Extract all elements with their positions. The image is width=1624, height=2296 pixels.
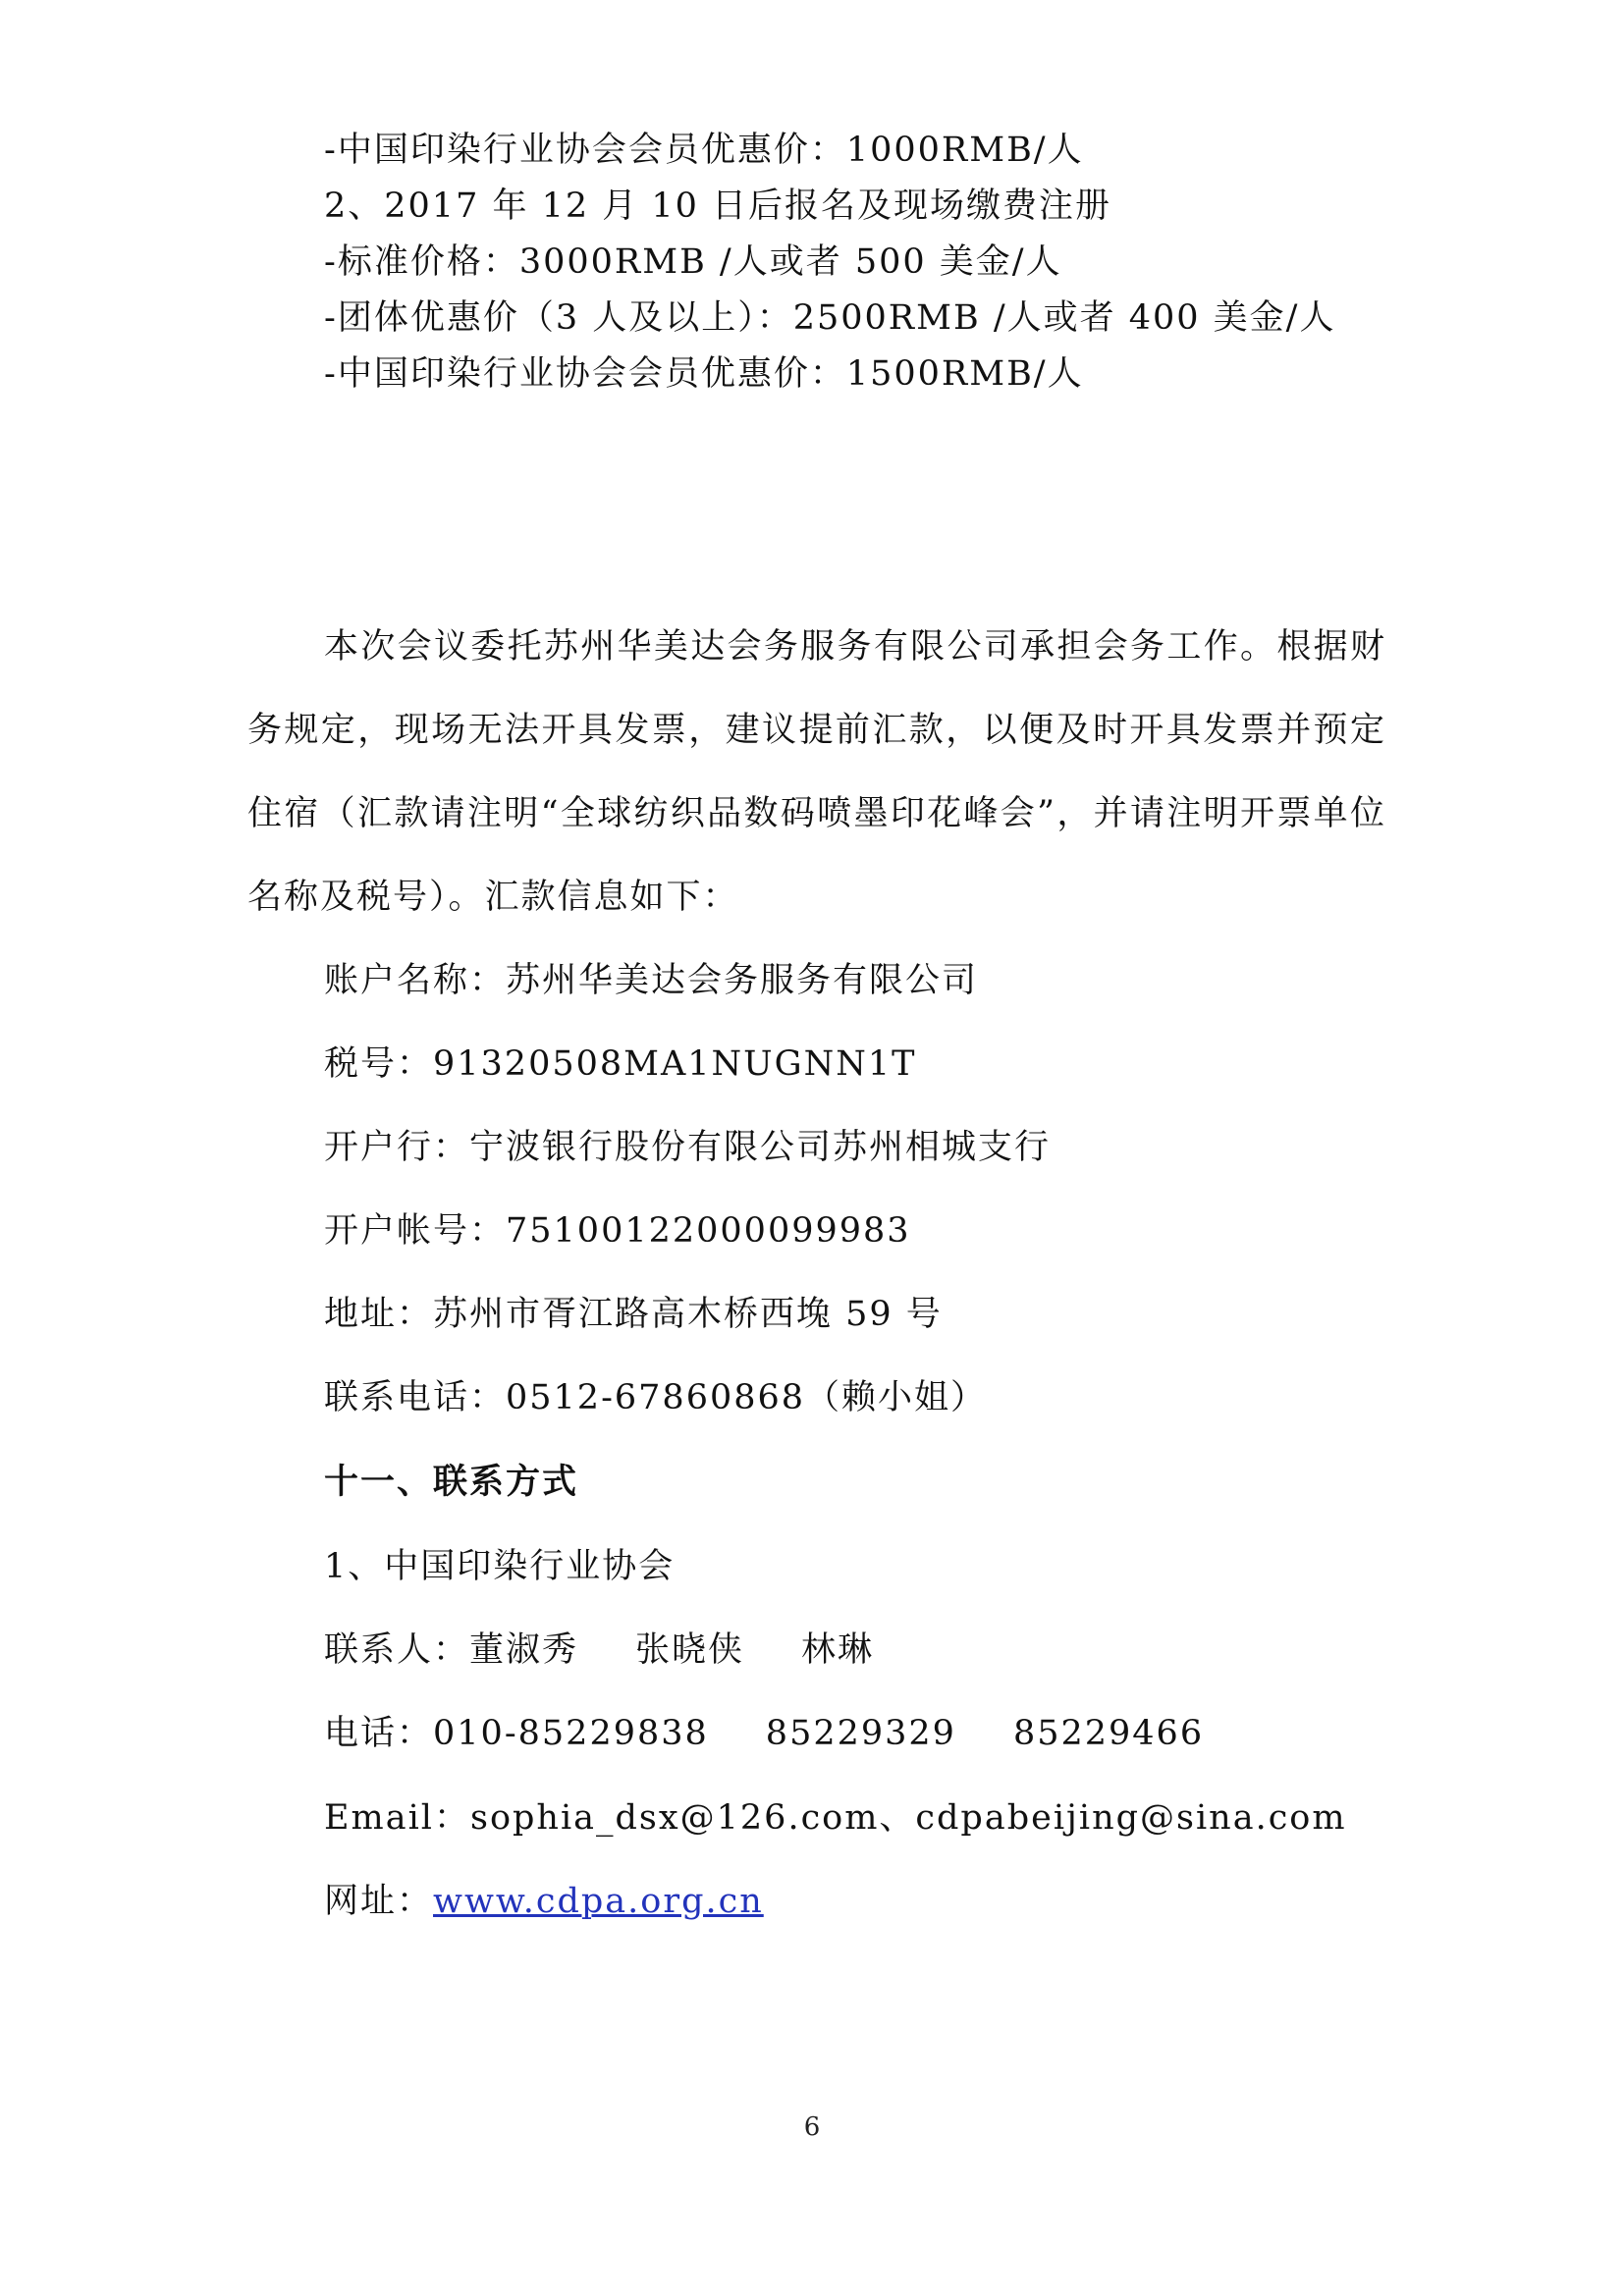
late-registration-title: 2、2017 年 12 月 10 日后报名及现场缴费注册 xyxy=(324,187,1112,226)
account-name: 账户名称：苏州华美达会务服务有限公司 xyxy=(324,961,979,1000)
late-member-price: -中国印染行业协会会员优惠价：1500RMB/人 xyxy=(324,354,1084,394)
phone-2: 85229329 xyxy=(765,1714,956,1753)
person-2: 张晓侠 xyxy=(635,1630,745,1670)
person-3: 林琳 xyxy=(801,1630,875,1670)
contact-phone: 联系电话：0512-67860868（赖小姐） xyxy=(324,1378,988,1417)
contact-website xyxy=(324,1878,764,1925)
bank-name: 开户行：宁波银行股份有限公司苏州相城支行 xyxy=(324,1128,1052,1167)
phone-3: 85229466 xyxy=(1012,1714,1205,1753)
contact-phones xyxy=(324,1710,1204,1757)
late-group-price: -团体优惠价（3 人及以上）：2500RMB /人或者 400 美金/人 xyxy=(324,298,1336,338)
contact-email: Email：sophia_dsx@126.com、cdpabeijing@sina.com xyxy=(324,1798,1347,1838)
website-label: 网址： xyxy=(324,1882,434,1921)
payment-paragraph: 本次会议委托苏州华美达会务服务有限公司承担会务工作。根据财务规定，现场无法开具发票，建议提前汇款，以便及时开具发票并预定住宿（汇款请注明“全球纺织品数码喷墨印花峰会”，并请注明开票单位名称及税号）。汇款信息如下： xyxy=(247,627,1386,917)
contact-people xyxy=(324,1627,874,1674)
contact-heading: 十一、联系方式 xyxy=(324,1462,579,1502)
page-number: 6 xyxy=(803,2112,821,2142)
contact-org: 1、中国印染行业协会 xyxy=(324,1547,676,1586)
phone-label: 电话： xyxy=(324,1714,434,1753)
phone-1: 010-85229838 xyxy=(433,1714,709,1753)
account-number: 开户帐号：75100122000099983 xyxy=(324,1211,911,1251)
address: 地址：苏州市胥江路高木桥西堍 59 号 xyxy=(324,1295,943,1334)
tax-id: 税号：91320508MA1NUGNN1T xyxy=(324,1044,917,1084)
person-1: 董淑秀 xyxy=(469,1630,579,1670)
people-label: 联系人： xyxy=(324,1630,470,1670)
website-link[interactable]: www.cdpa.org.cn xyxy=(433,1882,764,1921)
late-standard-price: -标准价格：3000RMB /人或者 500 美金/人 xyxy=(324,242,1062,282)
early-member-price: -中国印染行业协会会员优惠价：1000RMB/人 xyxy=(324,131,1084,170)
